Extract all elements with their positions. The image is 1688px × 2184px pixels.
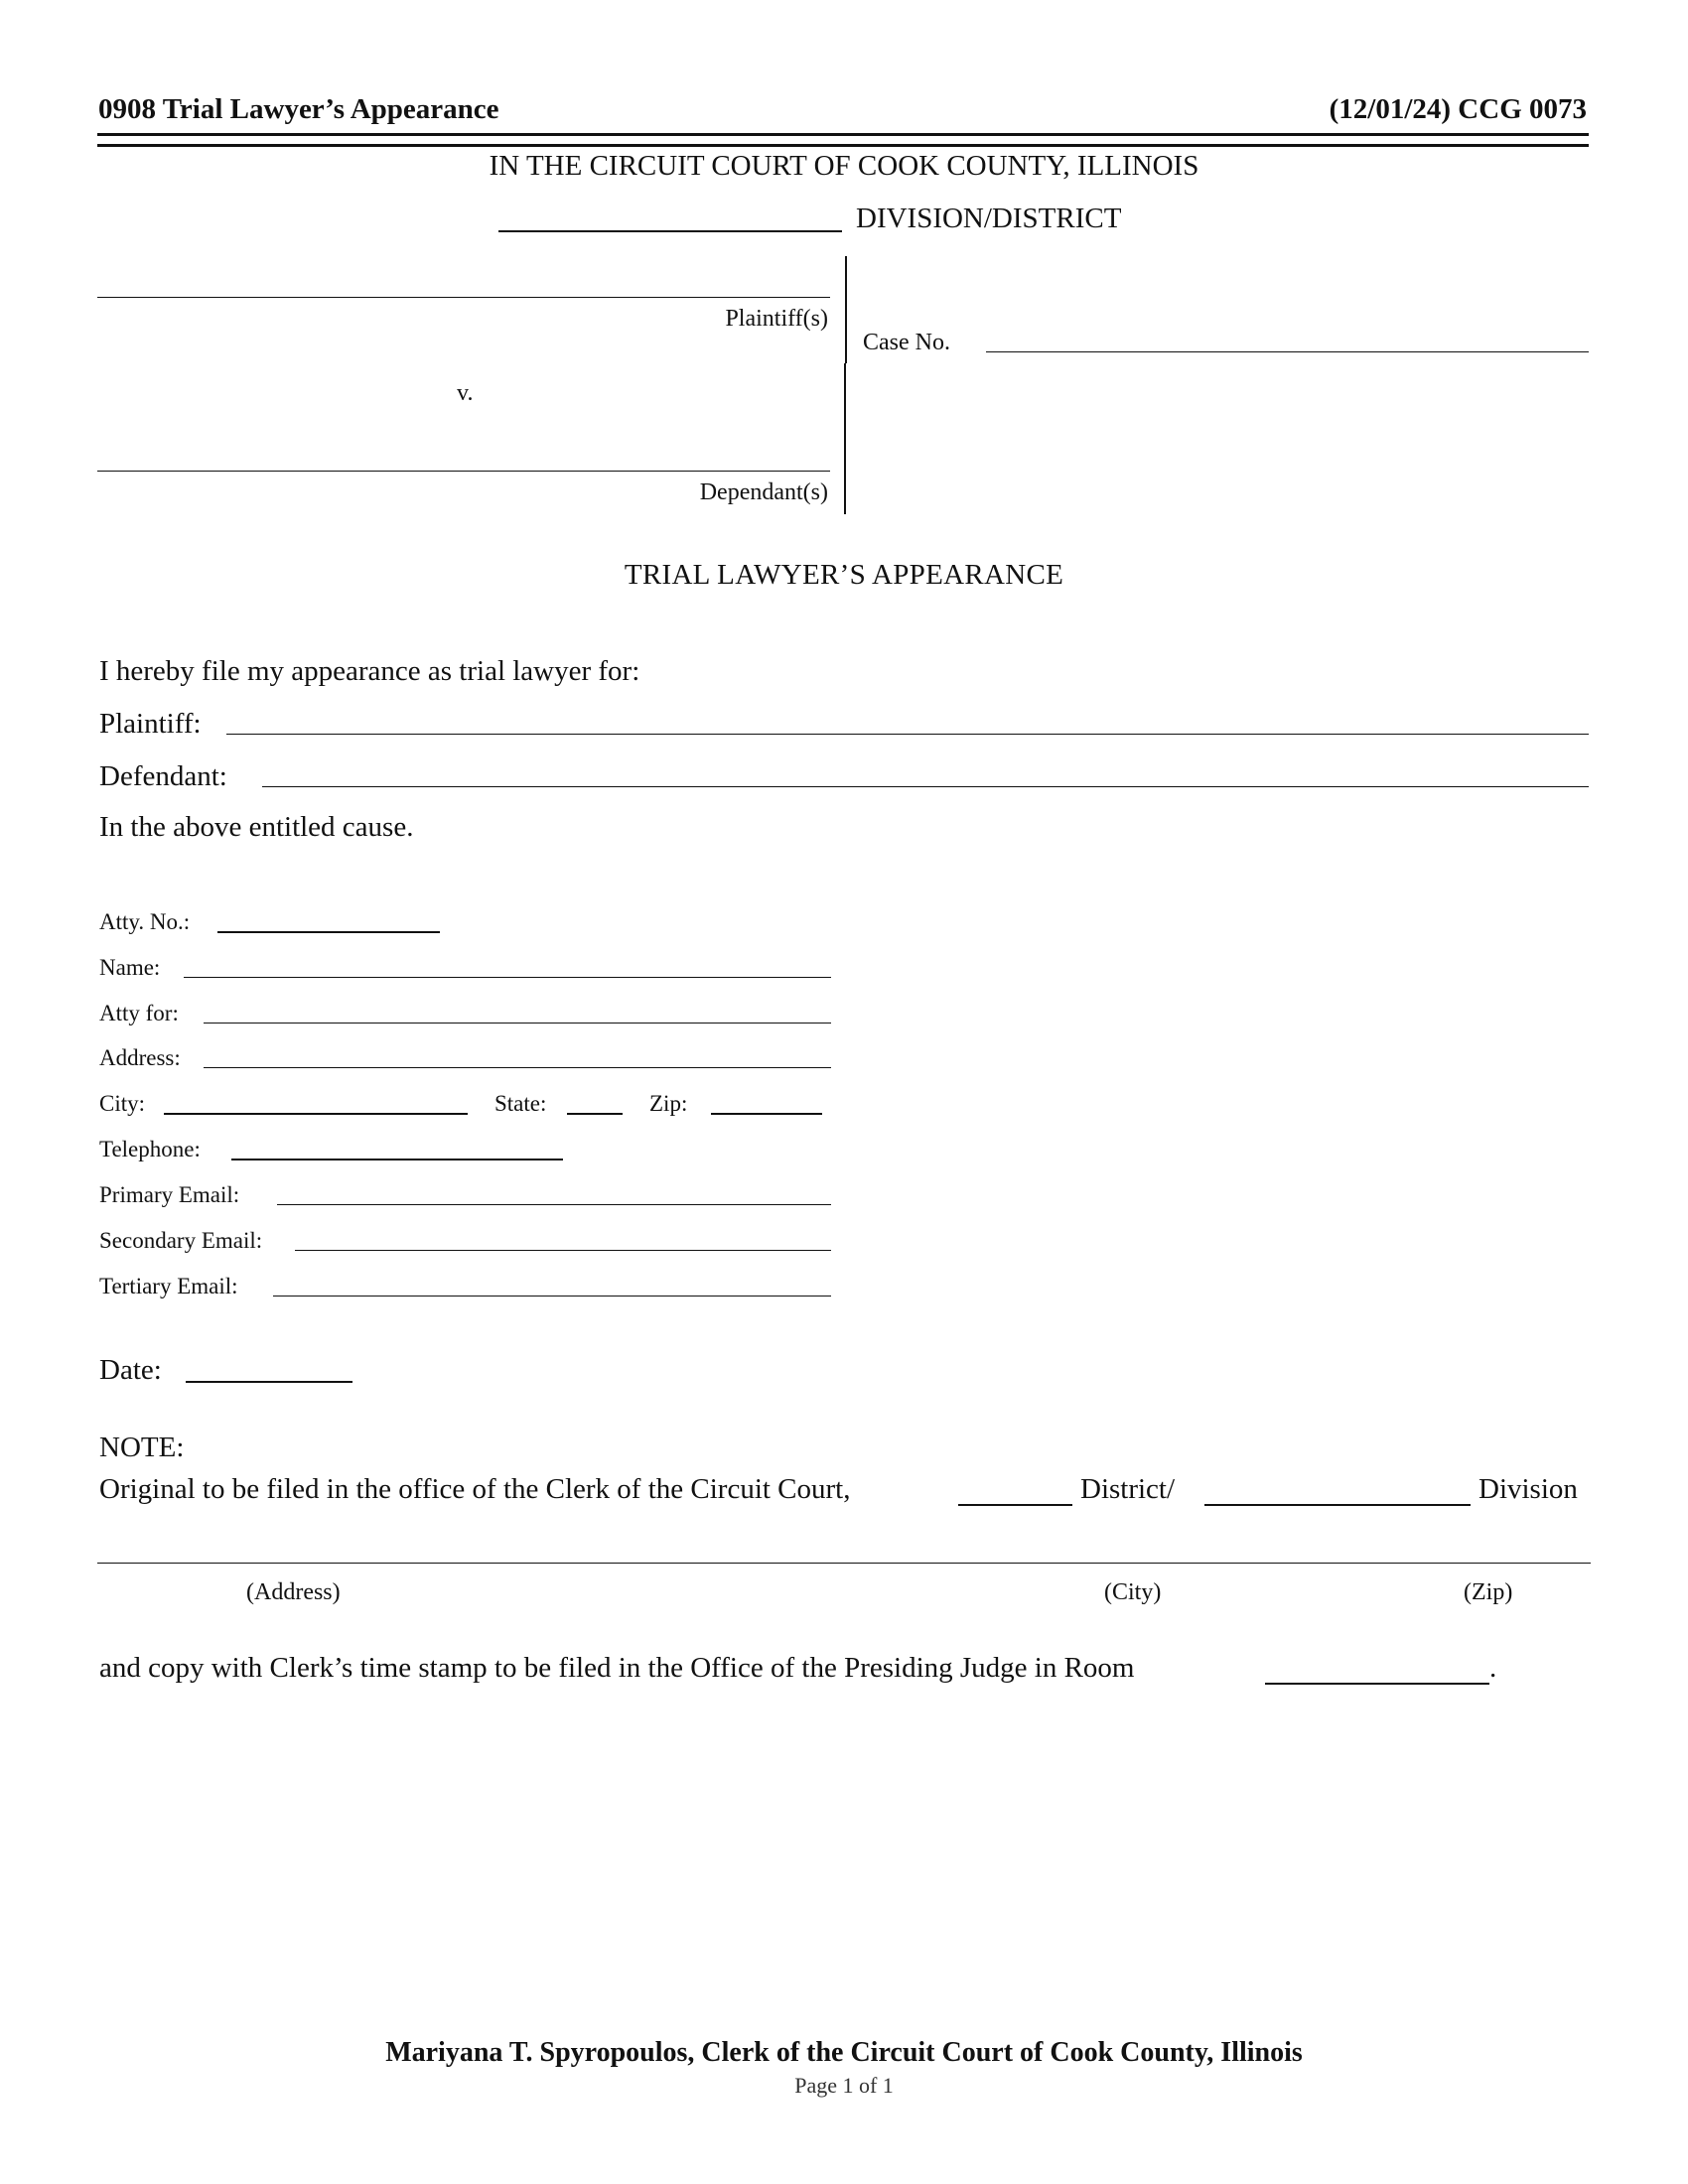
- zip-caption: (Zip): [1464, 1579, 1513, 1605]
- secondary-email-line: [295, 1250, 831, 1251]
- name-input[interactable]: [187, 950, 828, 976]
- appearance-plaintiff-line: [226, 734, 1589, 735]
- secondary-email-input[interactable]: [298, 1223, 828, 1249]
- note-original-text: Original to be filed in the office of the Clerk of the Circuit Court,: [99, 1473, 851, 1505]
- atty-for-label: Atty for:: [99, 1001, 179, 1025]
- primary-email-line: [277, 1204, 831, 1205]
- case-no-line: [986, 351, 1589, 352]
- state-input[interactable]: [569, 1086, 621, 1112]
- state-line: [567, 1113, 623, 1115]
- note-period: .: [1489, 1652, 1497, 1684]
- case-no-label: Case No.: [863, 330, 950, 355]
- name-label: Name:: [99, 955, 161, 980]
- appearance-plaintiff-input[interactable]: [230, 705, 1581, 735]
- form-title: 0908 Trial Lawyer’s Appearance: [98, 93, 499, 125]
- address-line: [204, 1067, 831, 1068]
- caption-divider-lower: [844, 363, 846, 514]
- city-label: City:: [99, 1091, 146, 1116]
- court-name: IN THE CIRCUIT COURT OF COOK COUNTY, ILLINOIS: [489, 150, 1199, 182]
- note-division-line[interactable]: [1204, 1504, 1471, 1506]
- caption-defendant-line: [97, 471, 830, 472]
- note-copy-text: and copy with Clerk’s time stamp to be filed in the Office of the Presiding Judge in Room: [99, 1652, 1135, 1684]
- form-code: (12/01/24) CCG 0073: [1329, 93, 1587, 125]
- date-input[interactable]: [189, 1352, 350, 1379]
- appearance-defendant-input[interactable]: [266, 757, 1582, 787]
- atty-no-input[interactable]: [220, 903, 437, 929]
- address-caption: (Address): [246, 1579, 341, 1605]
- primary-email-label: Primary Email:: [99, 1182, 240, 1207]
- tertiary-email-line: [273, 1296, 831, 1297]
- caption-defendant-input[interactable]: [99, 442, 824, 468]
- division-line: [498, 230, 842, 232]
- atty-no-label: Atty. No.:: [99, 909, 191, 934]
- caption-plaintiff-line: [97, 297, 830, 298]
- caption-plaintiff-input[interactable]: [99, 268, 824, 294]
- tertiary-email-input[interactable]: [276, 1269, 828, 1295]
- secondary-email-label: Secondary Email:: [99, 1228, 263, 1253]
- telephone-label: Telephone:: [99, 1137, 201, 1161]
- room-number-line[interactable]: [1265, 1683, 1489, 1685]
- address-input[interactable]: [207, 1040, 828, 1066]
- note-heading: NOTE:: [99, 1432, 185, 1463]
- division-input[interactable]: [500, 199, 840, 225]
- name-line: [184, 977, 831, 978]
- city-input[interactable]: [167, 1086, 465, 1112]
- note-division-label: Division: [1478, 1473, 1578, 1505]
- zip-label: Zip:: [649, 1091, 688, 1116]
- appearance-defendant-line: [262, 786, 1589, 787]
- plaintiffs-label: Plaintiff(s): [725, 306, 828, 332]
- telephone-input[interactable]: [234, 1132, 560, 1158]
- primary-email-input[interactable]: [280, 1177, 828, 1203]
- city-line: [164, 1113, 468, 1115]
- state-label: State:: [494, 1091, 547, 1116]
- header-rule-top: [97, 133, 1589, 136]
- date-label: Date:: [99, 1354, 162, 1386]
- tertiary-email-label: Tertiary Email:: [99, 1274, 238, 1298]
- appearance-closing: In the above entitled cause.: [99, 811, 414, 843]
- appearance-defendant-label: Defendant:: [99, 760, 227, 792]
- zip-line: [711, 1113, 822, 1115]
- footer-page-number: Page 1 of 1: [794, 2073, 894, 2098]
- division-district-label: DIVISION/DISTRICT: [856, 203, 1122, 234]
- appearance-intro: I hereby file my appearance as trial lawyer for:: [99, 655, 640, 687]
- note-district-line[interactable]: [958, 1504, 1072, 1506]
- address-label: Address:: [99, 1045, 181, 1070]
- date-line: [186, 1381, 352, 1383]
- appearance-plaintiff-label: Plaintiff:: [99, 708, 202, 740]
- note-district-label: District/: [1080, 1473, 1176, 1505]
- city-caption: (City): [1104, 1579, 1162, 1605]
- footer-clerk: Mariyana T. Spyropoulos, Clerk of the Circuit Court of Cook County, Illinois: [385, 2037, 1303, 2068]
- note-address-line[interactable]: [97, 1563, 1591, 1564]
- zip-input[interactable]: [713, 1086, 820, 1112]
- caption-divider-upper: [845, 256, 847, 363]
- header-rule-bottom: [97, 144, 1589, 147]
- versus-label: v.: [457, 380, 474, 406]
- telephone-line: [231, 1159, 563, 1160]
- case-no-input[interactable]: [989, 324, 1585, 349]
- document-title: TRIAL LAWYER’S APPEARANCE: [624, 559, 1064, 591]
- atty-no-line: [217, 931, 440, 933]
- atty-for-input[interactable]: [207, 996, 828, 1022]
- dependants-label: Dependant(s): [699, 479, 828, 505]
- atty-for-line: [204, 1023, 831, 1024]
